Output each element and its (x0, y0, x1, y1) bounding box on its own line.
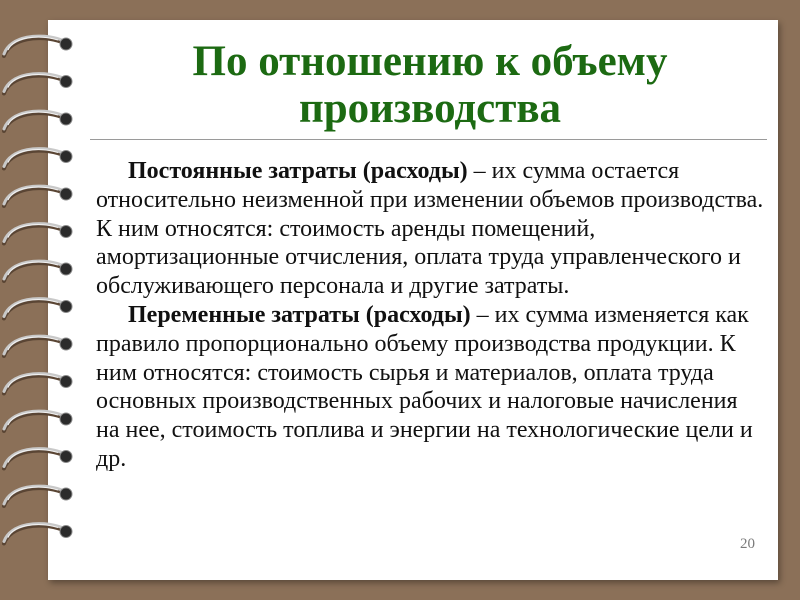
paragraph-variable-costs (96, 301, 766, 474)
title-divider (90, 139, 767, 140)
spiral-binding-icon (0, 20, 90, 580)
binding-ring (4, 486, 72, 506)
binding-ring (4, 224, 72, 244)
binding-ring (4, 374, 72, 394)
binding-ring (4, 74, 72, 94)
binding-ring (4, 111, 72, 131)
paragraph-fixed-costs (96, 157, 766, 301)
binding-ring (4, 524, 72, 544)
binding-ring (4, 186, 72, 206)
binding-ring (4, 36, 72, 56)
binding-ring (4, 261, 72, 281)
term-variable-costs: Переменные затраты (расходы) (128, 301, 471, 328)
term-fixed-costs: Постоянные затраты (расходы) (128, 158, 468, 184)
binding-ring (4, 411, 72, 431)
binding-ring (4, 336, 72, 356)
definition-variable-costs: – их сумма изменяется как правило пропорционально объему производства продукции. К ним относятся: стоимость сырья и материалов, оплата труда основных производственных рабочих и налоговые начисления на нее, стоимость топлива и энергии на технологические цели и др. (96, 301, 753, 472)
binding-ring (4, 449, 72, 469)
definition-fixed-costs: – их сумма остается относительно неизменной при изменении объемов производства. К ним относятся: стоимость аренды помещений, амортизационные отчисления, оплата труда управленческого и обслуживающего персонала и другие затраты. (96, 158, 764, 300)
slide-body (96, 157, 766, 474)
slide-title: По отношению к объему производства (192, 38, 668, 132)
binding-ring (4, 149, 72, 169)
binding-ring (4, 299, 72, 319)
page-number: 20 (740, 536, 755, 552)
